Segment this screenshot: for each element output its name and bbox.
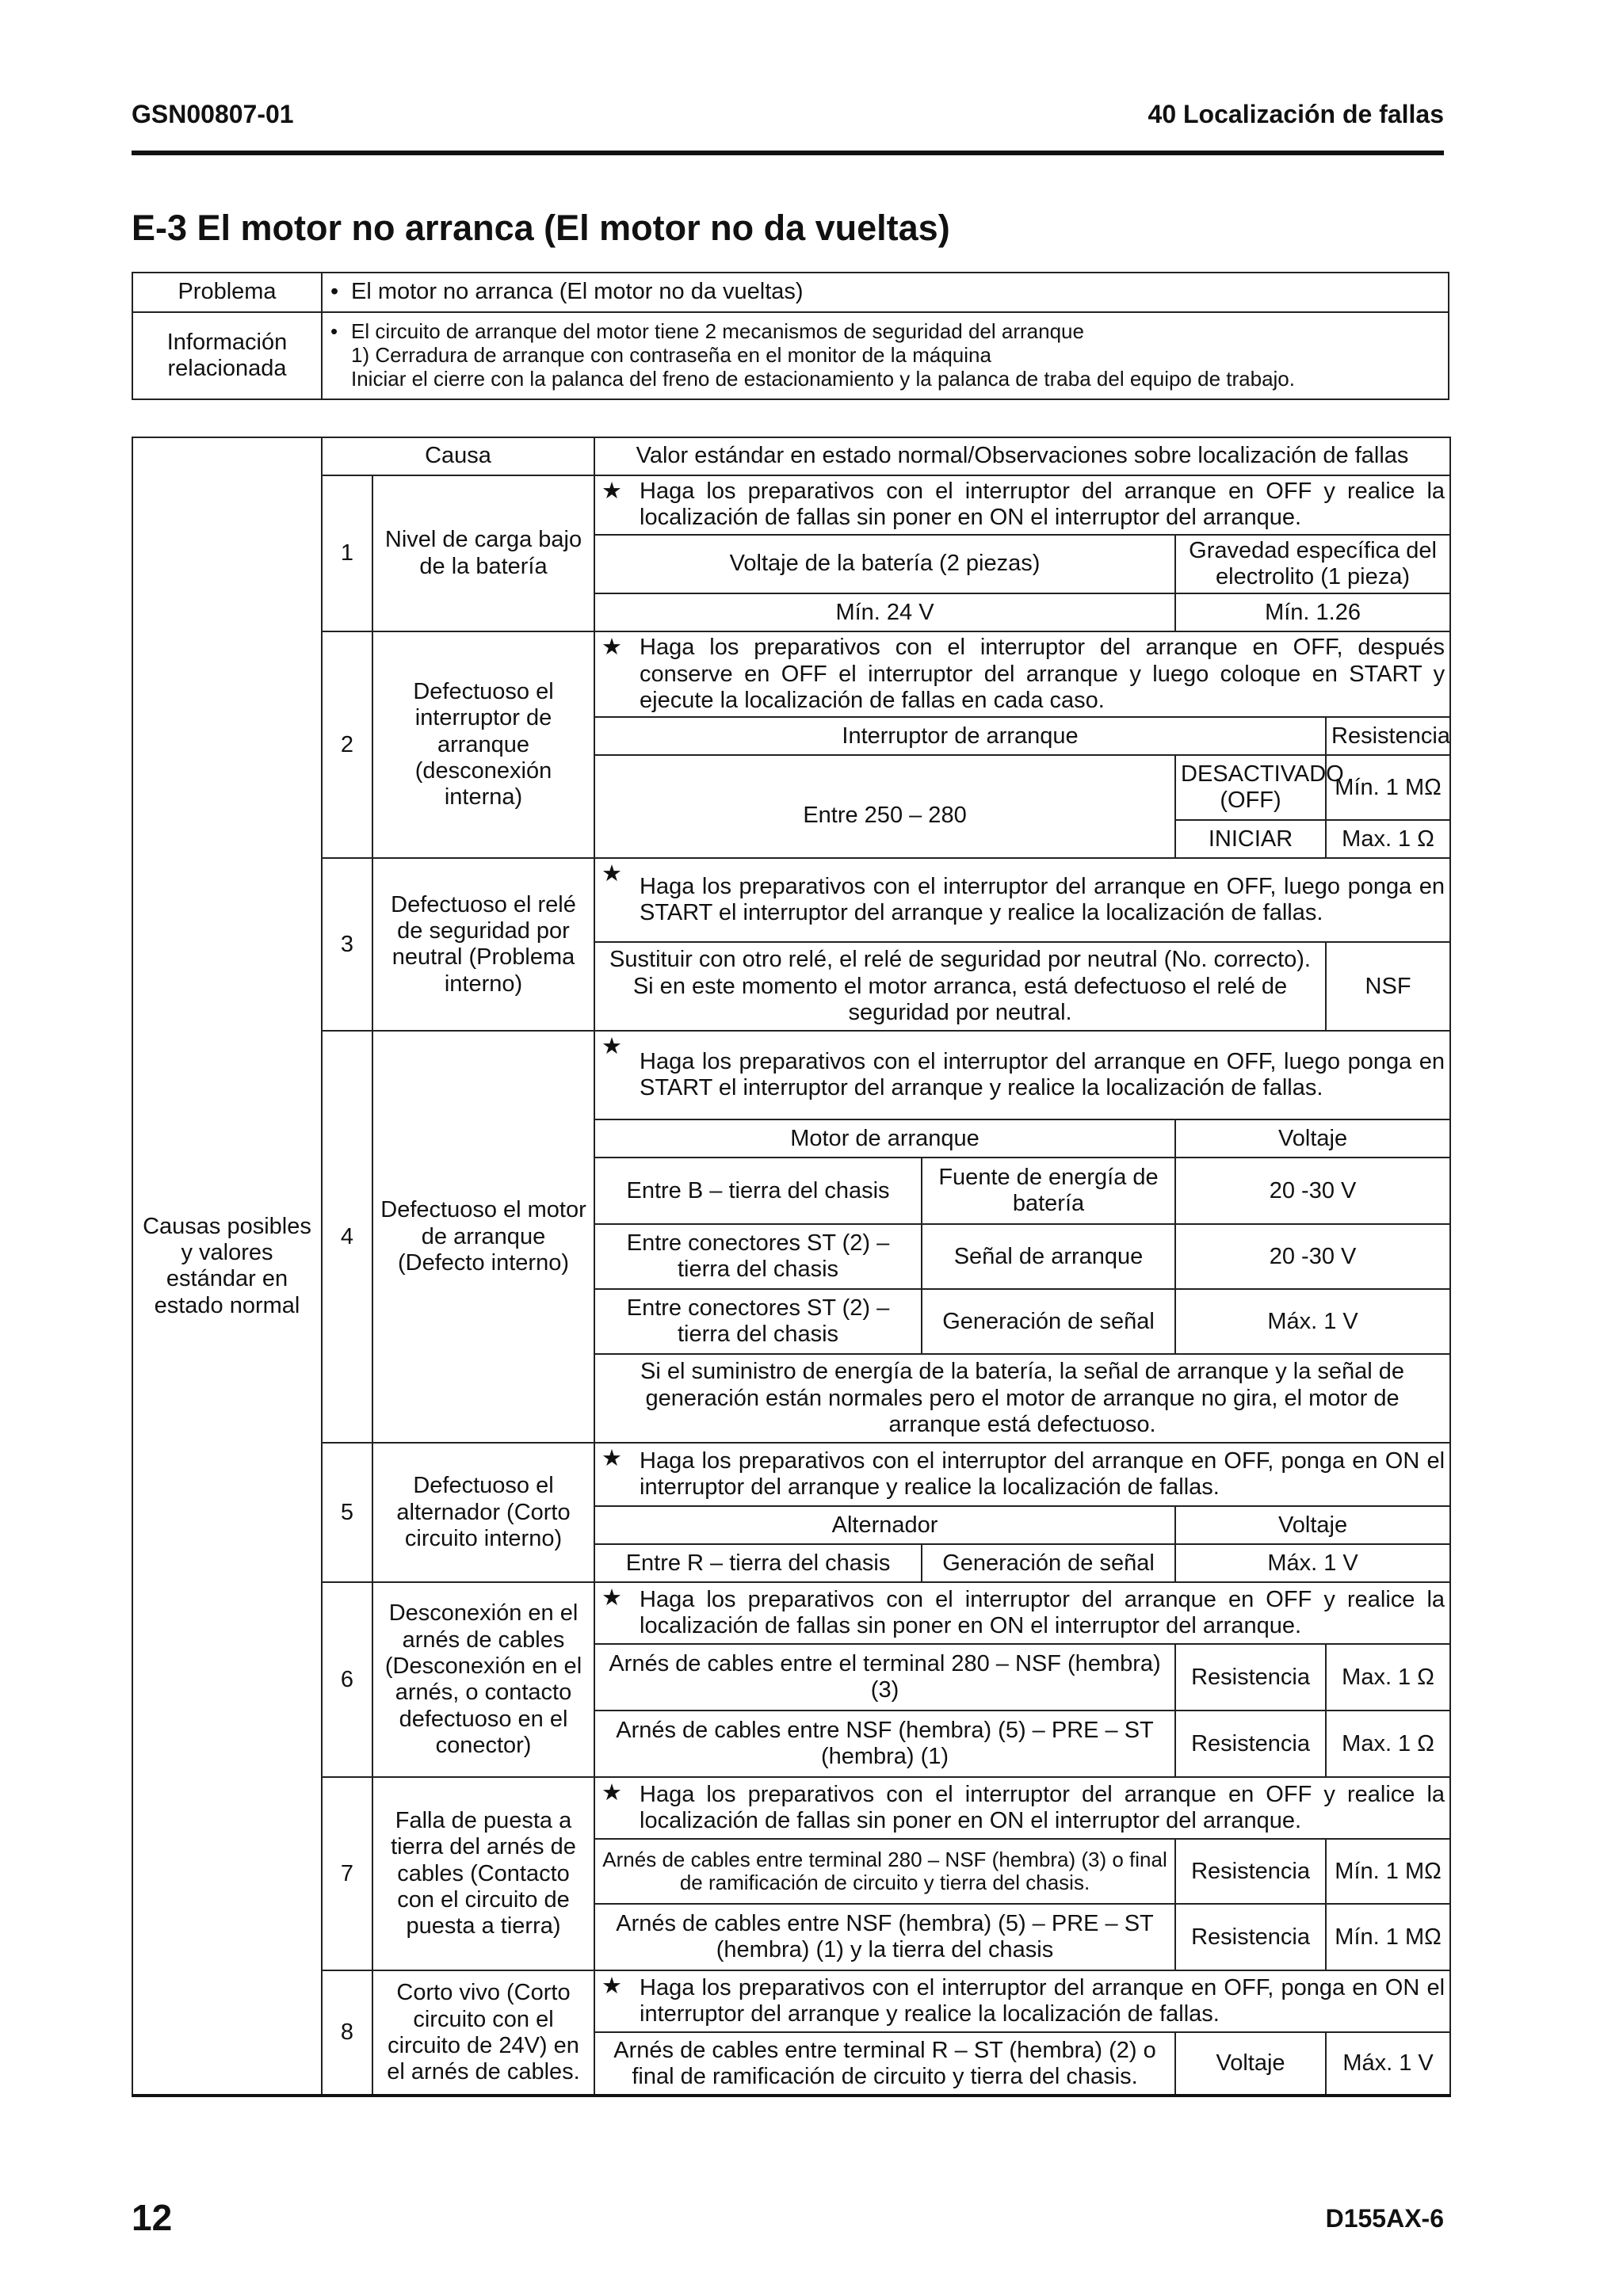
- star-icon: ★: [601, 1780, 623, 1806]
- measure-point: Arnés de cables entre el terminal 280 – NSF (hembra) (3): [594, 1644, 1175, 1711]
- instruction: ★ Haga los preparativos con el interruptor del arranque en OFF, después conserve en OFF el interruptor del arranque y luego coloque en START y ejecute la localización de fallas en cada caso.: [594, 631, 1450, 717]
- instruction: ★ Haga los preparativos con el interruptor del arranque en OFF, ponga en ON el interruptor del arranque y realice la localización de fallas.: [594, 1443, 1450, 1506]
- cause-text: Corto vivo (Corto circuito con el circuito de 24V) en el arnés de cables.: [372, 1970, 594, 2096]
- cause-text: Defectuoso el alternador (Corto circuito interno): [372, 1443, 594, 1582]
- cause-number: 3: [322, 858, 372, 1031]
- value-cell: Mín. 1 MΩ: [1326, 755, 1450, 820]
- cause-number: 7: [322, 1777, 372, 1970]
- section-title: 40 Localización de fallas: [1148, 100, 1444, 128]
- subheader: Gravedad específica del electrolito (1 pieza): [1175, 535, 1450, 594]
- subheader: Resistencia: [1326, 717, 1450, 755]
- page-number: 12: [132, 2197, 173, 2238]
- related-info-label: Información relacionada: [132, 312, 322, 399]
- value-cell: Máx. 1 V: [1175, 1289, 1450, 1354]
- switch-state: DESACTIVADO (OFF): [1175, 755, 1326, 820]
- measure-point: Entre B – tierra del chasis: [594, 1158, 922, 1224]
- column-header-cause: Causa: [322, 437, 594, 475]
- star-icon: ★: [601, 1585, 623, 1611]
- value-cell: Máx. 1 V: [1326, 2032, 1450, 2096]
- subheader: Voltaje de la batería (2 piezas): [594, 535, 1175, 594]
- instruction: ★ Haga los preparativos con el interruptor del arranque en OFF y realice la localización de fallas sin poner en ON el interruptor del arranque.: [594, 475, 1450, 535]
- note-cell: Si el suministro de energía de la batería, la señal de arranque y la señal de generación están normales pero el motor de arranque no gira, el motor de arranque está defectuoso.: [594, 1354, 1450, 1443]
- problem-label: Problema: [132, 273, 322, 312]
- cause-number: 1: [322, 475, 372, 631]
- measure-point: Entre R – tierra del chasis: [594, 1544, 922, 1582]
- value-cell: NSF: [1326, 942, 1450, 1031]
- value-cell: Máx. 1 V: [1175, 1544, 1450, 1582]
- cause-number: 8: [322, 1970, 372, 2096]
- value-cell: Mín. 24 V: [594, 593, 1175, 631]
- measure-condition: Resistencia: [1175, 1904, 1326, 1970]
- causes-table: [132, 437, 1451, 2097]
- measure-point: Arnés de cables entre NSF (hembra) (5) – PRE – ST (hembra) (1) y la tierra del chasis: [594, 1904, 1175, 1970]
- measure-condition: Generación de señal: [922, 1289, 1175, 1354]
- header-rule: [132, 151, 1444, 155]
- related-info-text: • El circuito de arranque del motor tiene 2 mecanismos de seguridad del arranque 1) Cerradura de arranque con contraseña en el monitor de la máquina Iniciar el cierre con la palanca del freno de estacionamiento y la palanca de traba del equipo de trabajo.: [322, 312, 1449, 399]
- value-cell: 20 -30 V: [1175, 1158, 1450, 1224]
- star-icon: ★: [601, 635, 623, 661]
- document-id: GSN00807-01: [132, 100, 294, 128]
- switch-state: INICIAR: [1175, 820, 1326, 858]
- measure-condition: Generación de señal: [922, 1544, 1175, 1582]
- problem-text: • El motor no arranca (El motor no da vueltas): [322, 273, 1449, 312]
- measure-condition: Señal de arranque: [922, 1224, 1175, 1289]
- cause-text: Defectuoso el motor de arranque (Defecto interno): [372, 1031, 594, 1443]
- cause-number: 2: [322, 631, 372, 858]
- model-code: D155AX-6: [1325, 2204, 1444, 2233]
- instruction: ★ Haga los preparativos con el interruptor del arranque en OFF y realice la localización de fallas sin poner en ON el interruptor del arranque.: [594, 1582, 1450, 1644]
- measure-condition: Fuente de energía de batería: [922, 1158, 1175, 1224]
- subheader: Voltaje: [1175, 1506, 1450, 1544]
- measure-point: Entre conectores ST (2) – tierra del chasis: [594, 1224, 922, 1289]
- value-cell: Mín. 1 MΩ: [1326, 1839, 1450, 1904]
- subheader: Interruptor de arranque: [594, 717, 1326, 755]
- measure-point: Arnés de cables entre NSF (hembra) (5) – PRE – ST (hembra) (1): [594, 1711, 1175, 1777]
- measure-point: Arnés de cables entre terminal 280 – NSF (hembra) (3) o final de ramificación de circuito y tierra del chasis.: [594, 1839, 1175, 1904]
- cause-number: 4: [322, 1031, 372, 1443]
- column-header-standard: Valor estándar en estado normal/Observaciones sobre localización de fallas: [594, 437, 1450, 475]
- value-cell: Max. 1 Ω: [1326, 1644, 1450, 1711]
- instruction: ★ Haga los preparativos con el interruptor del arranque en OFF, luego ponga en START el interruptor del arranque y realice la localización de fallas.: [594, 858, 1450, 942]
- value-cell: Max. 1 Ω: [1326, 1711, 1450, 1777]
- problem-info-table: [132, 272, 1449, 400]
- instruction: ★ Haga los preparativos con el interruptor del arranque en OFF y realice la localización de fallas sin poner en ON el interruptor del arranque.: [594, 1777, 1450, 1839]
- cause-number: 6: [322, 1582, 372, 1777]
- page-title: E-3 El motor no arranca (El motor no da vueltas): [132, 208, 950, 248]
- value-cell: Mín. 1.26: [1175, 593, 1450, 631]
- star-icon: ★: [601, 1446, 623, 1472]
- subheader: Motor de arranque: [594, 1119, 1175, 1158]
- instruction: ★ Haga los preparativos con el interruptor del arranque en OFF, luego ponga en START el interruptor del arranque y realice la localización de fallas.: [594, 1031, 1450, 1119]
- star-icon: ★: [601, 1974, 623, 2000]
- value-cell: Entre 250 – 280: [594, 755, 1175, 858]
- value-cell: 20 -30 V: [1175, 1224, 1450, 1289]
- measure-condition: Resistencia: [1175, 1644, 1326, 1711]
- instruction: ★ Haga los preparativos con el interruptor del arranque en OFF, ponga en ON el interruptor del arranque y realice la localización de fallas.: [594, 1970, 1450, 2032]
- cause-number: 5: [322, 1443, 372, 1582]
- subheader: Alternador: [594, 1506, 1175, 1544]
- value-cell: Mín. 1 MΩ: [1326, 1904, 1450, 1970]
- cause-text: Defectuoso el interruptor de arranque (desconexión interna): [372, 631, 594, 858]
- measure-point: Entre conectores ST (2) – tierra del chasis: [594, 1289, 922, 1354]
- star-icon: ★: [601, 1034, 623, 1060]
- cause-text: Falla de puesta a tierra del arnés de cables (Contacto con el circuito de puesta a tierra): [372, 1777, 594, 1970]
- side-label: Causas posibles y valores estándar en estado normal: [132, 437, 322, 2096]
- measure-point: Arnés de cables entre terminal R – ST (hembra) (2) o final de ramificación de circuito y tierra del chasis.: [594, 2032, 1175, 2096]
- cause-text: Defectuoso el relé de seguridad por neutral (Problema interno): [372, 858, 594, 1031]
- measure-condition: Resistencia: [1175, 1839, 1326, 1904]
- subheader: Voltaje: [1175, 1119, 1450, 1158]
- star-icon: ★: [601, 479, 623, 504]
- star-icon: ★: [601, 861, 623, 887]
- measure-condition: Resistencia: [1175, 1711, 1326, 1777]
- cause-text: Nivel de carga bajo de la batería: [372, 475, 594, 631]
- note-cell: Sustituir con otro relé, el relé de seguridad por neutral (No. correcto). Si en este momento el motor arranca, está defectuoso el relé de seguridad por neutral.: [594, 942, 1326, 1031]
- value-cell: Max. 1 Ω: [1326, 820, 1450, 858]
- cause-text: Desconexión en el arnés de cables (Desconexión en el arnés, o contacto defectuoso en el conector): [372, 1582, 594, 1777]
- measure-condition: Voltaje: [1175, 2032, 1326, 2096]
